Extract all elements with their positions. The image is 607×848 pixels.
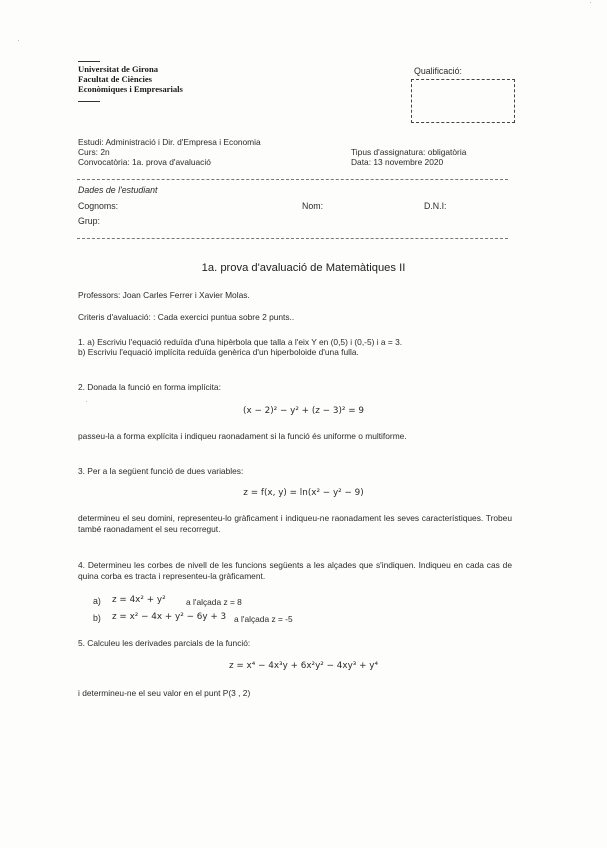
exercise-4b-height: a l'alçada z = -5 [234, 614, 293, 624]
exercise-1b: b) Escriviu l'equació implícita reduïda genèrica d'un hiperboloide d'una fulla. [78, 347, 359, 357]
exercise-2-text: passeu-la a forma explícita i indiqueu raonadament si la funció és uniforme o multiforme. [78, 431, 407, 441]
exercise-5-text: i determineu-ne el seu valor en el punt P(3 , 2) [78, 688, 251, 698]
faculty-name-line1: Facultat de Ciències [78, 74, 152, 84]
divider-2 [77, 238, 508, 239]
qualification-box[interactable] [411, 79, 515, 123]
date-line: Data: 13 novembre 2020 [351, 157, 444, 167]
criteria-line: Criteris d'avaluació: : Cada exercici puntua sobre 2 punts.. [78, 312, 295, 322]
exercise-5-intro: 5. Calculeu les derivades parcials de la funció: [78, 638, 251, 648]
university-name: Universitat de Girona [78, 64, 159, 74]
logo-bottom-rule [78, 101, 100, 102]
exam-title: 1a. prova d'avaluació de Matemàtiques II [201, 262, 406, 274]
exercise-2-intro: 2. Donada la funció en forma implícita: [78, 382, 221, 392]
studies-line: Estudi: Administració i Dir. d'Empresa i Economia [78, 137, 261, 147]
exercise-4b-label: b) [93, 613, 101, 623]
exercise-4a-height: a l'alçada z = 8 [186, 597, 242, 607]
exercise-3-equation: z = f(x, y) = ln(x² − y² − 9) [243, 488, 364, 498]
faculty-name-line2: Econòmiques i Empresarials [78, 84, 183, 94]
logo-top-rule [78, 61, 100, 62]
divider-1 [77, 179, 508, 180]
dni-label: D.N.I: [424, 201, 447, 211]
qualification-label: Qualificació: [414, 66, 462, 76]
exercise-5-equation: z = x⁴ − 4x³y + 6x²y² − 4xy³ + y⁴ [228, 661, 379, 671]
scan-speck [18, 40, 19, 41]
exercise-3-text: determineu el seu domini, representeu-lo gràficament i indiqueu-ne raonadament les seves característiques. Trobeu també raonadament el seu recorregut. [78, 513, 512, 534]
student-section-title: Dades de l'estudiant [78, 185, 158, 195]
scan-speck [590, 2, 591, 3]
exercise-4-text: 4. Determineu les corbes de nivell de les funcions següents a les alçades que s'indiquen. Indiqueu en cada cas de quina corba es tracta i representeu-la gràficament. [78, 560, 512, 581]
exercise-3-intro: 3. Per a la següent funció de dues variables: [78, 466, 244, 476]
exercise-4b-equation: z = x² − 4x + y² − 6y + 3 [112, 612, 227, 622]
university-logo [78, 64, 248, 94]
exercise-1a: 1. a) Escriviu l'equació reduïda d'una hipèrbola que talla a l'eix Y en (0,5) i (0,-5) i a = 3. [78, 337, 403, 347]
exercise-4a-label: a) [93, 596, 101, 606]
subject-type-line: Tipus d'assignatura: obligatòria [351, 147, 467, 157]
exercise-4a-equation: z = 4x² + y² [112, 595, 166, 605]
group-label: Grup: [78, 216, 101, 226]
exercise-2-equation: (x − 2)² − y² + (z − 3)² = 9 [243, 406, 364, 416]
name-label: Nom: [302, 201, 324, 211]
year-line: Curs: 2n [78, 147, 110, 157]
professors-line: Professors: Joan Carles Ferrer i Xavier Molas. [78, 290, 250, 300]
call-line: Convocatòria: 1a. prova d'avaluació [78, 157, 211, 167]
scan-speck [86, 401, 87, 402]
surname-label: Cognoms: [78, 201, 119, 211]
